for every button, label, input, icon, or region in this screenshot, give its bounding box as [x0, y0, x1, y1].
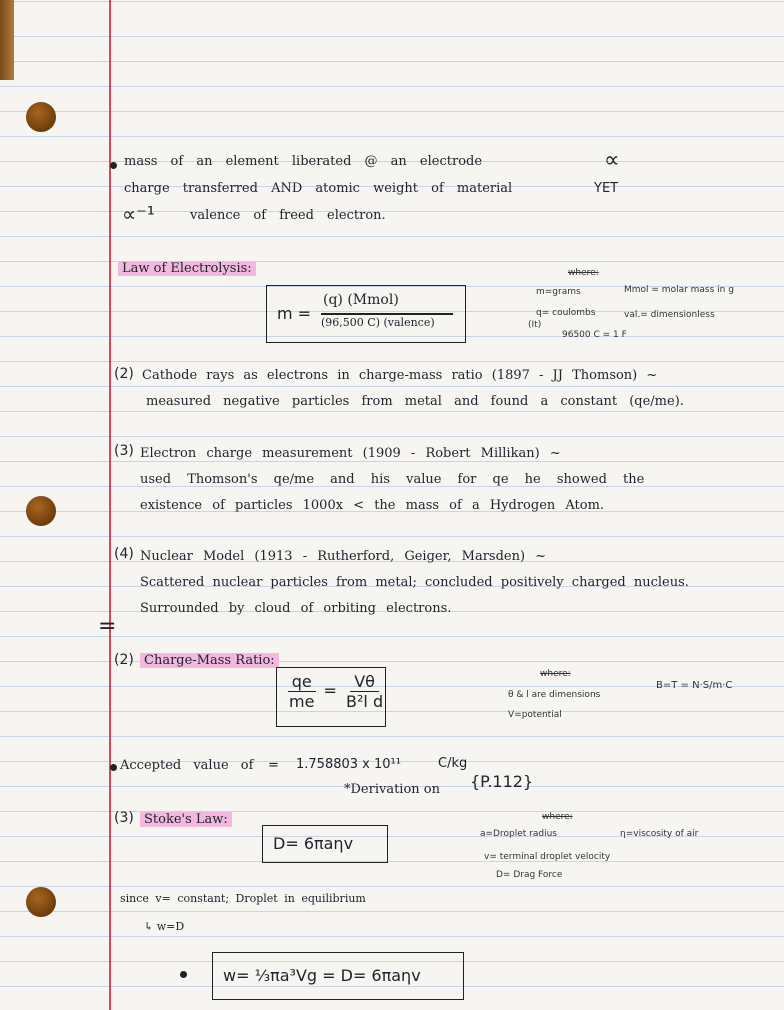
final-formula-box: [212, 952, 464, 1000]
where-label-c: where:: [542, 812, 573, 822]
p3-line-2: used Thomson's qe/me and his value for qe he showed the: [140, 472, 645, 487]
where-label-b: where:: [540, 669, 571, 679]
number-2-circle-b: (2): [114, 652, 134, 668]
qe: qe: [288, 672, 316, 692]
bullet-dot: [110, 162, 117, 169]
margin-line: [109, 0, 111, 1010]
final-formula: w= ⅓πa³Vg = D= 6πaηv: [223, 966, 421, 985]
fraction-bar: [321, 313, 453, 315]
binder-hole-bottom: [26, 887, 56, 917]
derivation-note: *Derivation on: [344, 782, 440, 797]
note-dimensions: θ & l are dimensions: [508, 690, 601, 700]
note-molar-mass: Mmol = molar mass in g: [624, 285, 734, 295]
number-4-circle: (4): [114, 546, 134, 562]
since-line: since v= constant; Droplet in equilibrium: [120, 892, 366, 905]
p4-line-2: Scattered nuclear particles from metal; concluded positively charged nucleus.: [140, 575, 689, 590]
number-3-circle: (3): [114, 443, 134, 459]
proportional-symbol: ∝: [604, 148, 620, 173]
p3-line-3: existence of particles 1000x < the mass of a Hydrogen Atom.: [140, 498, 605, 513]
number-3-circle-b: (3): [114, 810, 134, 826]
me: me: [289, 692, 315, 711]
note-valence: val.= dimensionless: [624, 310, 715, 320]
v-theta: Vθ: [350, 672, 379, 692]
inverse-proportional-symbol: ∝⁻¹: [122, 202, 155, 226]
bullet-dot-c: [180, 971, 187, 978]
formula-numerator: (q) (Mmol): [323, 292, 399, 308]
law-heading: Law of Electrolysis:: [118, 261, 256, 276]
intro-line-2: charge transferred AND atomic weight of material: [124, 181, 513, 196]
note-radius: a=Droplet radius: [480, 829, 557, 839]
notebook-spine: [0, 0, 14, 80]
p3-line-1: Electron charge measurement (1909 - Robert Millikan) ~: [140, 446, 561, 461]
note-b-tesla: B=T = N·S/m·C: [656, 680, 733, 691]
binder-hole-middle: [26, 496, 56, 526]
m-equals: m =: [277, 304, 312, 323]
note-drag-force: D= Drag Force: [496, 870, 563, 880]
note-it: (It): [528, 320, 542, 330]
stokes-heading: Stoke's Law:: [140, 812, 232, 827]
note-coulombs: q= coulombs: [536, 308, 596, 318]
formula-denominator: (96,500 C) (valence): [321, 316, 435, 329]
binder-hole-top: [26, 102, 56, 132]
qe-me-fraction: [285, 672, 387, 711]
page-reference: {P.112}: [470, 772, 534, 791]
accepted-equals: =: [268, 758, 279, 773]
p2-line-2: measured negative particles from metal and found a constant (qe/me).: [146, 394, 684, 409]
note-viscosity: η=viscosity of air: [620, 829, 699, 839]
w-equals-d: ↳ w=D: [144, 920, 185, 933]
intro-line-3: valence of freed electron.: [190, 208, 386, 223]
p2-line-1: Cathode rays as electrons in charge-mass ratio (1897 - JJ Thomson) ~: [142, 368, 658, 383]
note-velocity: v= terminal droplet velocity: [484, 852, 611, 862]
electrolysis-formula-box: [266, 285, 466, 343]
bullet-dot-b: [110, 764, 117, 771]
equals: =: [323, 681, 337, 700]
b-squared-l-d: B²l d: [346, 692, 384, 711]
yet-label: YET: [594, 181, 619, 196]
separator-mark: =: [98, 614, 117, 639]
number-2-circle: (2): [114, 366, 134, 382]
note-grams: m=grams: [536, 287, 581, 297]
note-potential: V=potential: [508, 710, 562, 720]
accepted-unit: C/kg: [438, 756, 468, 771]
charge-mass-formula-box: [276, 667, 386, 727]
note-faraday: 96500 C = 1 F: [562, 330, 627, 340]
charge-mass-heading: Charge-Mass Ratio:: [140, 653, 279, 668]
stokes-formula: D= 6πaηv: [273, 834, 354, 853]
where-label: where:: [568, 268, 599, 278]
intro-line-1: mass of an element liberated @ an electrode: [124, 154, 483, 169]
stokes-formula-box: [262, 825, 388, 863]
p4-line-1: Nuclear Model (1913 - Rutherford, Geiger, Marsden) ~: [140, 549, 547, 564]
p4-line-3: Surrounded by cloud of orbiting electrons.: [140, 601, 452, 616]
accepted-value: 1.758803 x 10¹¹: [296, 757, 401, 772]
accepted-label: Accepted value of: [120, 758, 254, 773]
